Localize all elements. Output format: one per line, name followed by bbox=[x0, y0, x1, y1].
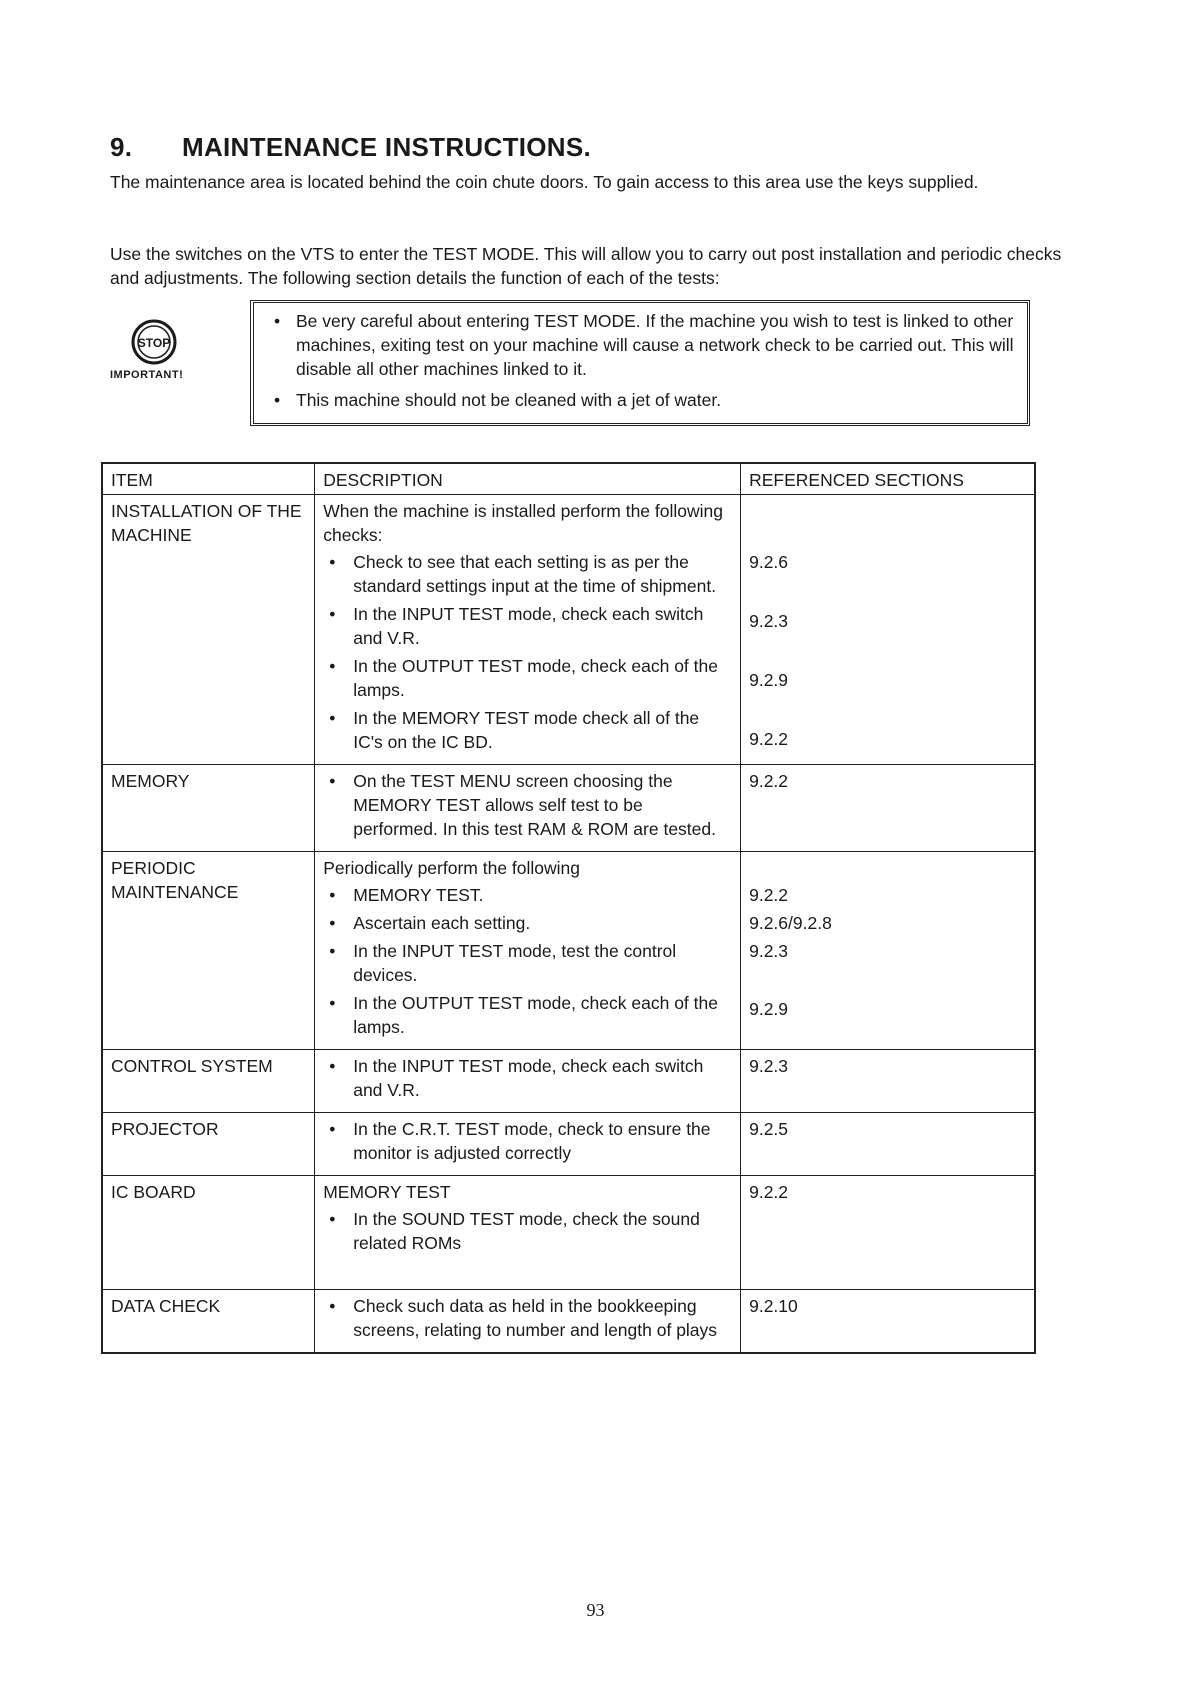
section-title: MAINTENANCE INSTRUCTIONS. bbox=[182, 132, 592, 162]
reference-value: 9.2.6 bbox=[749, 552, 789, 572]
reference-value: 9.2.2 bbox=[749, 885, 789, 905]
description-bullet: • In the INPUT TEST mode, check each switch and V.R. bbox=[323, 1054, 732, 1102]
description-bullet: • Check such data as held in the bookkeeping screens, relating to number and length of plays bbox=[323, 1294, 732, 1342]
page-number: 93 bbox=[586, 1600, 605, 1620]
description-bullet: • In the OUTPUT TEST mode, check each of the lamps. bbox=[323, 991, 732, 1039]
table-row bbox=[102, 1290, 1035, 1354]
item-cell: INSTALLATION OF THE MACHINE bbox=[102, 495, 315, 765]
important-label: IMPORTANT! bbox=[110, 369, 184, 381]
table-header-row bbox=[102, 463, 1035, 495]
intro-paragraph-1: The maintenance area is located behind the coin chute doors. To gain access to this area use the keys supplied. bbox=[110, 172, 979, 192]
stop-icon bbox=[130, 318, 178, 366]
important-notice-box bbox=[250, 300, 1030, 426]
reference-value: 9.2.3 bbox=[749, 611, 789, 631]
table-row bbox=[102, 1113, 1035, 1176]
description-cell bbox=[315, 1290, 741, 1354]
description-bullet: • Check to see that each setting is as per the standard settings input at the time of shipment. bbox=[323, 550, 732, 598]
reference-value: 9.2.10 bbox=[749, 1296, 798, 1316]
item-cell: DATA CHECK bbox=[102, 1290, 315, 1354]
description-bullet: • In the INPUT TEST mode, check each switch and V.R. bbox=[323, 602, 732, 650]
reference-value: 9.2.9 bbox=[749, 999, 789, 1019]
item-cell: MEMORY bbox=[102, 765, 315, 852]
reference-value: 9.2.6/9.2.8 bbox=[749, 913, 832, 933]
maintenance-table bbox=[101, 462, 1036, 1354]
description-bullet: • In the INPUT TEST mode, test the control devices. bbox=[323, 939, 732, 987]
item-cell: IC BOARD bbox=[102, 1176, 315, 1290]
important-note: • This machine should not be cleaned with a jet of water. bbox=[296, 388, 1015, 412]
header-item: ITEM bbox=[102, 463, 315, 495]
table-row bbox=[102, 1050, 1035, 1113]
section-heading bbox=[110, 132, 591, 163]
description-bullet: • Ascertain each setting. bbox=[323, 911, 732, 935]
header-description: DESCRIPTION bbox=[315, 463, 741, 495]
description-intro: Periodically perform the following bbox=[323, 858, 581, 878]
reference-value: 9.2.2 bbox=[749, 771, 789, 791]
description-intro: MEMORY TEST bbox=[323, 1182, 451, 1202]
reference-value: 9.2.5 bbox=[749, 1119, 789, 1139]
description-bullet: • In the SOUND TEST mode, check the sound related ROMs bbox=[323, 1207, 732, 1255]
description-cell bbox=[315, 1050, 741, 1113]
reference-value: 9.2.3 bbox=[749, 1056, 789, 1076]
stop-icon-text: STOP bbox=[137, 336, 171, 350]
reference-cell bbox=[741, 495, 1035, 765]
table-row bbox=[102, 1176, 1035, 1290]
reference-cell bbox=[741, 1050, 1035, 1113]
description-cell bbox=[315, 852, 741, 1050]
description-bullet: • In the C.R.T. TEST mode, check to ensure the monitor is adjusted correctly bbox=[323, 1117, 732, 1165]
important-notes-list bbox=[254, 303, 1027, 412]
description-bullet: • On the TEST MENU screen choosing the MEMORY TEST allows self test to be performed. In this test RAM & ROM are tested. bbox=[323, 769, 732, 841]
description-cell bbox=[315, 1113, 741, 1176]
description-bullet: • In the OUTPUT TEST mode, check each of the lamps. bbox=[323, 654, 732, 702]
table-row bbox=[102, 765, 1035, 852]
reference-cell bbox=[741, 852, 1035, 1050]
table-row bbox=[102, 852, 1035, 1050]
item-cell: PROJECTOR bbox=[102, 1113, 315, 1176]
reference-value: 9.2.9 bbox=[749, 670, 789, 690]
description-intro: When the machine is installed perform the following checks: bbox=[323, 501, 724, 545]
section-number: 9. bbox=[110, 132, 133, 162]
description-bullet: • In the MEMORY TEST mode check all of the IC's on the IC BD. bbox=[323, 706, 732, 754]
description-cell bbox=[315, 495, 741, 765]
reference-cell bbox=[741, 765, 1035, 852]
important-note: • Be very careful about entering TEST MODE. If the machine you wish to test is linked to other machines, exiting test on your machine will cause a network check to be carried out. This will disable all other machines linked to it. bbox=[296, 309, 1015, 381]
reference-value: 9.2.2 bbox=[749, 1182, 789, 1202]
reference-value: 9.2.2 bbox=[749, 729, 789, 749]
description-cell bbox=[315, 1176, 741, 1290]
intro-paragraph-2: Use the switches on the VTS to enter the TEST MODE. This will allow you to carry out post installation and periodic checks and adjustments. The following section details the function of each of the tests: bbox=[110, 244, 1062, 288]
reference-cell bbox=[741, 1113, 1035, 1176]
header-referenced-sections: REFERENCED SECTIONS bbox=[741, 463, 1035, 495]
reference-cell bbox=[741, 1290, 1035, 1354]
item-cell: CONTROL SYSTEM bbox=[102, 1050, 315, 1113]
reference-cell bbox=[741, 1176, 1035, 1290]
description-cell bbox=[315, 765, 741, 852]
description-bullet: • MEMORY TEST. bbox=[323, 883, 732, 907]
table-row bbox=[102, 495, 1035, 765]
reference-value: 9.2.3 bbox=[749, 941, 789, 961]
item-cell: PERIODIC MAINTENANCE bbox=[102, 852, 315, 1050]
